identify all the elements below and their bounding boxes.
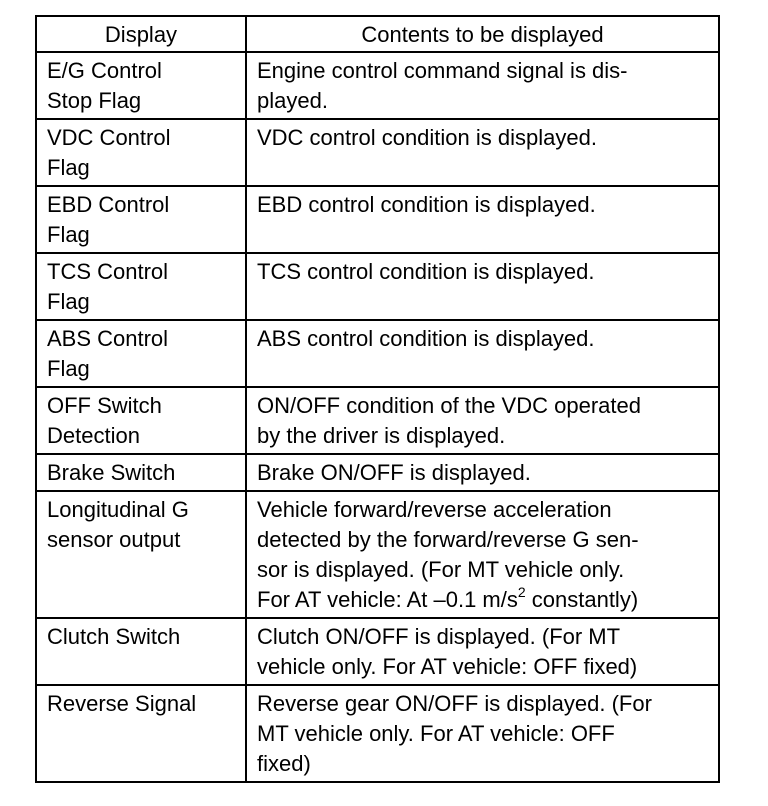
table-row — [36, 618, 719, 685]
display-cell — [36, 618, 246, 685]
display-contents-table — [35, 15, 720, 783]
display-line: sensor output — [47, 527, 181, 552]
contents-line: EBD control condition is displayed. — [257, 192, 596, 217]
display-line: Brake Switch — [47, 460, 176, 485]
superscript-two: 2 — [517, 583, 526, 600]
display-line: Flag — [47, 155, 90, 180]
display-cell — [36, 253, 246, 320]
display-cell — [36, 119, 246, 186]
display-line: E/G Control — [47, 58, 162, 83]
display-line: Flag — [47, 222, 90, 247]
contents-cell — [246, 387, 719, 454]
display-cell — [36, 491, 246, 618]
display-cell — [36, 454, 246, 491]
contents-line: played. — [257, 88, 328, 113]
table-row — [36, 387, 719, 454]
contents-line: ON/OFF condition of the VDC operated — [257, 393, 641, 418]
table-row — [36, 119, 719, 186]
contents-cell — [246, 119, 719, 186]
contents-line: detected by the forward/reverse G sen- — [257, 527, 639, 552]
contents-cell — [246, 618, 719, 685]
header-contents: Contents to be displayed — [246, 16, 719, 52]
contents-cell — [246, 491, 719, 618]
table-row — [36, 186, 719, 253]
table-row — [36, 454, 719, 491]
display-cell — [36, 186, 246, 253]
header-display: Display — [36, 16, 246, 52]
contents-line: TCS control condition is displayed. — [257, 259, 595, 284]
display-line: Flag — [47, 289, 90, 314]
contents-line: Clutch ON/OFF is displayed. (For MT — [257, 624, 621, 649]
contents-line: Reverse gear ON/OFF is displayed. (For — [257, 691, 652, 716]
spec-table-container — [35, 15, 720, 783]
contents-line: ABS control condition is displayed. — [257, 326, 595, 351]
display-cell — [36, 685, 246, 782]
contents-line: Vehicle forward/reverse acceleration — [257, 497, 612, 522]
table-header-row — [36, 16, 719, 52]
contents-line: MT vehicle only. For AT vehicle: OFF — [257, 721, 615, 746]
display-line: VDC Control — [47, 125, 171, 150]
contents-cell — [246, 454, 719, 491]
display-line: Stop Flag — [47, 88, 142, 113]
table-row — [36, 52, 719, 119]
contents-line — [257, 585, 708, 615]
table-row — [36, 491, 719, 618]
table-row — [36, 253, 719, 320]
display-cell — [36, 320, 246, 387]
display-line: Flag — [47, 356, 90, 381]
display-line: ABS Control — [47, 326, 169, 351]
contents-cell — [246, 186, 719, 253]
contents-line: Engine control command signal is dis- — [257, 58, 628, 83]
contents-line: VDC control condition is displayed. — [257, 125, 597, 150]
contents-cell — [246, 320, 719, 387]
contents-line: by the driver is displayed. — [257, 423, 506, 448]
contents-line-part: constantly) — [525, 587, 639, 612]
display-line: Longitudinal G — [47, 497, 189, 522]
contents-line: sor is displayed. (For MT vehicle only. — [257, 557, 625, 582]
display-cell — [36, 52, 246, 119]
contents-line: Brake ON/OFF is displayed. — [257, 460, 531, 485]
contents-cell — [246, 253, 719, 320]
display-line: TCS Control — [47, 259, 169, 284]
display-cell — [36, 387, 246, 454]
display-line: Clutch Switch — [47, 624, 181, 649]
display-line: Reverse Signal — [47, 691, 197, 716]
contents-cell — [246, 685, 719, 782]
display-line: EBD Control — [47, 192, 170, 217]
contents-line: vehicle only. For AT vehicle: OFF fixed) — [257, 654, 638, 679]
display-line: Detection — [47, 423, 140, 448]
display-line: OFF Switch — [47, 393, 162, 418]
table-row — [36, 320, 719, 387]
table-row — [36, 685, 719, 782]
contents-line: fixed) — [257, 751, 311, 776]
contents-line-part: For AT vehicle: At –0.1 m/s — [257, 587, 518, 612]
contents-cell — [246, 52, 719, 119]
